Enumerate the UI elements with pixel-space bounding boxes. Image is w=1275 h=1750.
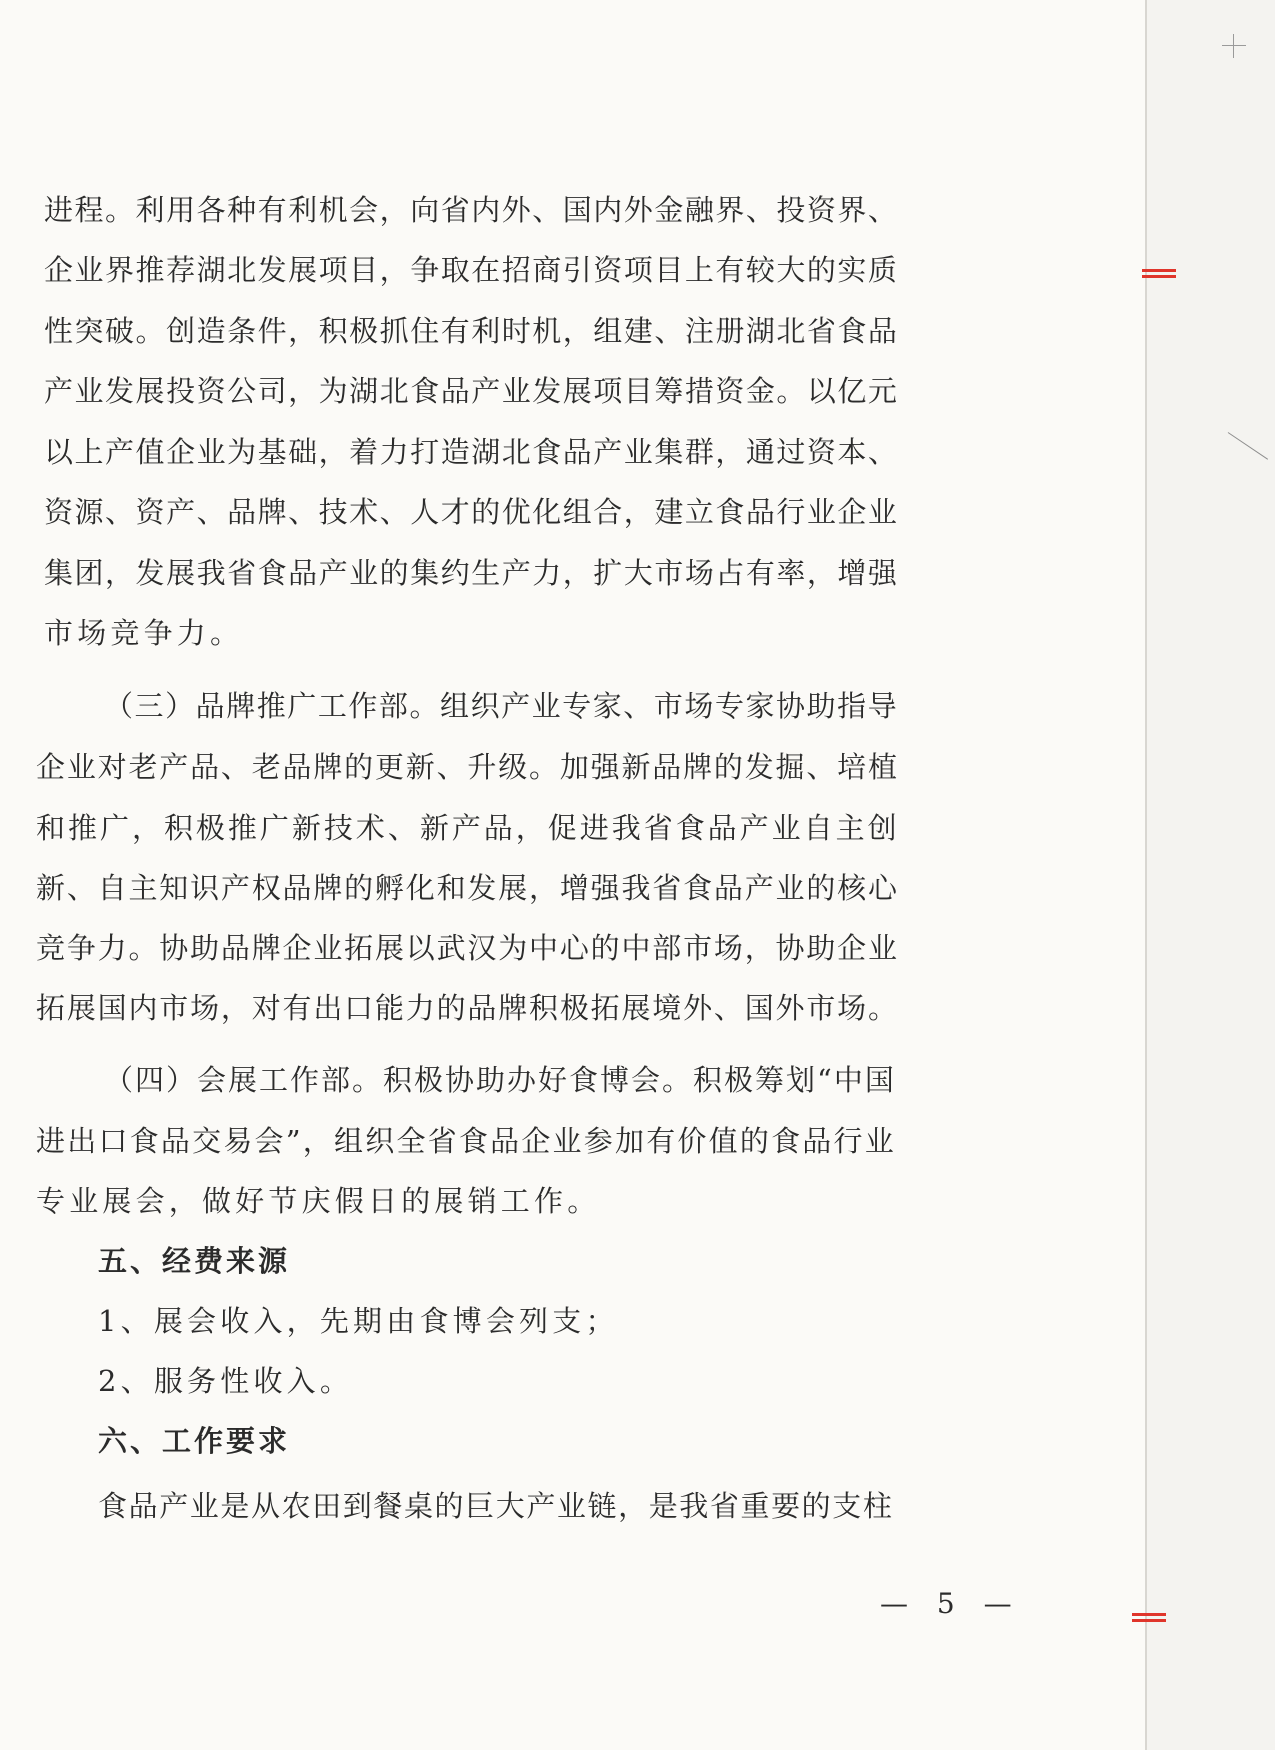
section-heading-requirements: 六、工作要求 — [98, 1424, 291, 1458]
text-line-6: 资 源 、 资 产 、 品 牌 、 技 术 、 人 才 的 优 化 组 合 ， 建 立 食 品 行 业 企 业 — [44, 495, 897, 529]
text-line-8: 市场竞争力。 — [44, 616, 244, 650]
page-number: — 5 — — [880, 1587, 1022, 1620]
red-register-mark-bottom — [1132, 1612, 1166, 1624]
page-edge — [1145, 0, 1147, 1750]
text-line-19: 1、展会收入，先期由食博会列支； — [98, 1304, 619, 1338]
text-line-22: 食 品 产 业 是 从 农 田 到 餐 桌 的 巨 大 产 业 链 ， 是 我 省 重 要 的 支 柱 — [98, 1489, 892, 1523]
section-heading-funding: 五、经费来源 — [98, 1244, 291, 1278]
text-line-11: 和 推 广 ， 积 极 推 广 新 技 术 、 新 产 品 ， 促 进 我 省 食 品 产 业 自 主 创 — [36, 811, 897, 845]
text-line-10: 企 业 对 老 产 品 、 老 品 牌 的 更 新 、 升 级 。 加 强 新 品 牌 的 发 掘 、 培 植 — [36, 750, 897, 784]
text-line-15: （ 四 ） 会 展 工 作 部 。 积 极 协 助 办 好 食 博 会 。 积 极 筹 划 “ 中 国 — [104, 1063, 894, 1097]
text-line-20: 2、服务性收入。 — [98, 1364, 354, 1398]
text-line-12: 新 、 自 主 知 识 产 权 品 牌 的 孵 化 和 发 展 ， 增 强 我 省 食 品 产 业 的 核 心 — [36, 871, 897, 905]
text-line-2: 企 业 界 推 荐 湖 北 发 展 项 目 ， 争 取 在 招 商 引 资 项 目 上 有 较 大 的 实 质 — [44, 253, 897, 287]
text-line-9: （ 三 ） 品 牌 推 广 工 作 部 。 组 织 产 业 专 家 、 市 场 专 家 协 助 指 导 — [104, 689, 897, 723]
text-line-17: 专业展会，做好节庆假日的展销工作。 — [36, 1184, 601, 1218]
text-line-3: 性 突 破 。 创 造 条 件 ， 积 极 抓 住 有 利 时 机 ， 组 建 、 注 册 湖 北 省 食 品 — [44, 314, 897, 348]
text-line-16: 进 出 口 食 品 交 易 会 ” ， 组 织 全 省 食 品 企 业 参 加 有 价 值 的 食 品 行 业 — [36, 1124, 894, 1158]
scan-stroke — [1228, 432, 1268, 460]
text-line-7: 集 团 ， 发 展 我 省 食 品 产 业 的 集 约 生 产 力 ， 扩 大 市 场 占 有 率 ， 增 强 — [44, 556, 897, 590]
crosshair-mark — [1222, 34, 1246, 58]
text-line-1: 进 程 。 利 用 各 种 有 利 机 会 ， 向 省 内 外 、 国 内 外 金 融 界 、 投 资 界 、 — [44, 193, 897, 227]
red-register-mark-top — [1142, 268, 1176, 280]
text-line-13: 竞 争 力 。 协 助 品 牌 企 业 拓 展 以 武 汉 为 中 心 的 中 部 市 场 ， 协 助 企 业 — [36, 931, 897, 965]
text-line-4: 产 业 发 展 投 资 公 司 ， 为 湖 北 食 品 产 业 发 展 项 目 筹 措 资 金 。 以 亿 元 — [44, 374, 897, 408]
text-line-5: 以 上 产 值 企 业 为 基 础 ， 着 力 打 造 湖 北 食 品 产 业 集 群 ， 通 过 资 本 、 — [44, 435, 897, 469]
text-line-14: 拓 展 国 内 市 场 ， 对 有 出 口 能 力 的 品 牌 积 极 拓 展 境 外 、 国 外 市 场 。 — [36, 991, 897, 1025]
